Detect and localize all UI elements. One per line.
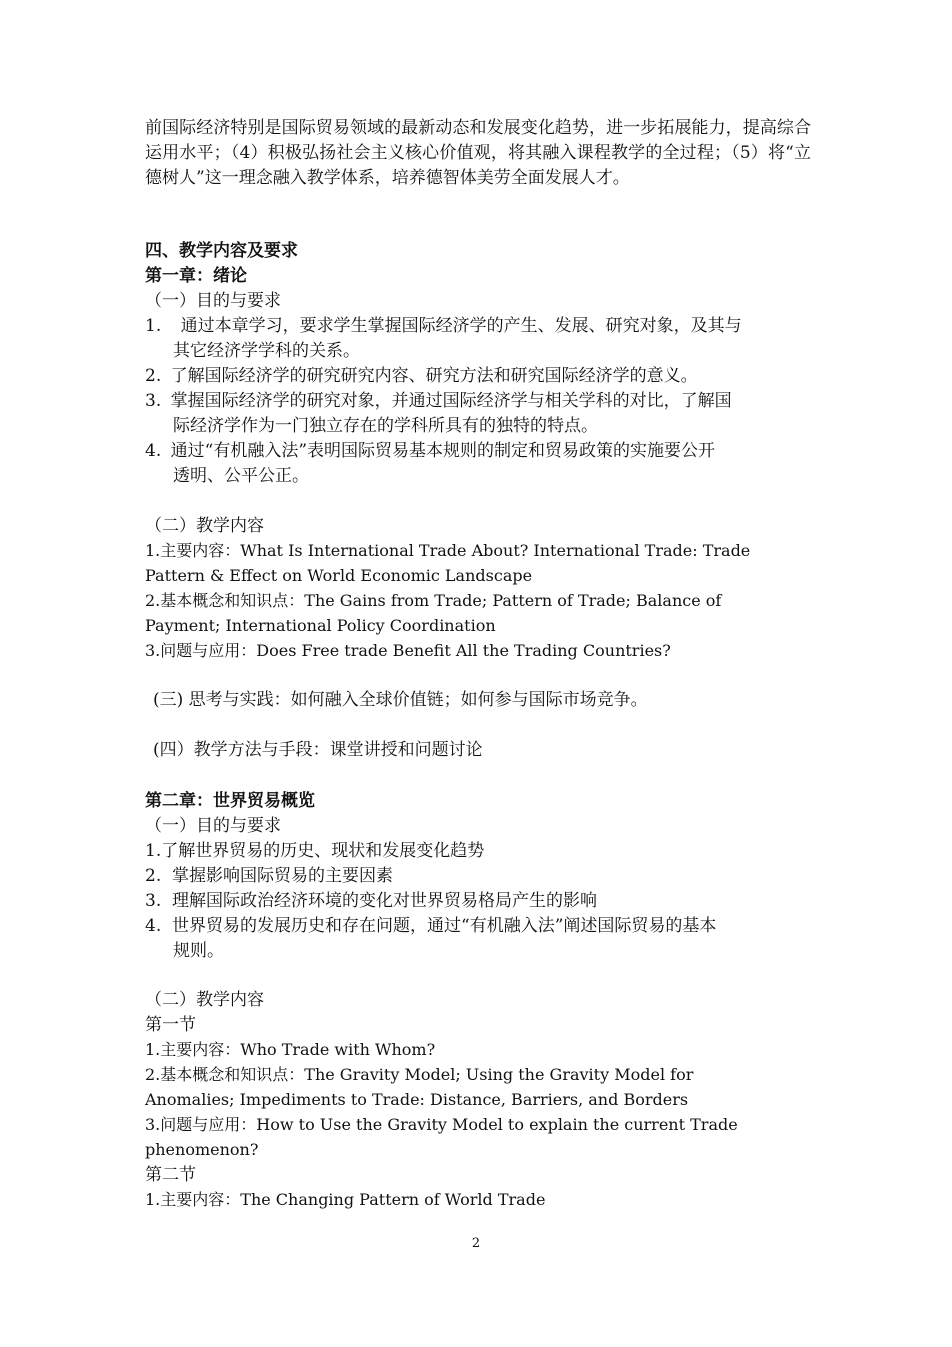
list-item: [145, 364, 698, 388]
list-item: 1.了解世界贸易的历史、现状和发展变化趋势: [145, 841, 485, 861]
content-item-continuation: phenomenon?: [145, 1140, 259, 1159]
list-item-number: 2.: [145, 366, 162, 386]
list-item-number: 1.: [145, 316, 162, 336]
intro-paragraph: [145, 116, 811, 191]
chapter1-objectives-heading: （一）目的与要求: [145, 291, 281, 311]
list-item-continuation: 其它经济学学科的关系。: [173, 341, 360, 361]
list-item: 3. 理解国际政治经济环境的变化对世界贸易格局产生的影响: [145, 891, 598, 911]
list-item-continuation: 际经济学作为一门独立存在的学科所具有的独特的特点。: [173, 416, 598, 436]
content-item-continuation: Payment; International Policy Coordination: [145, 616, 496, 635]
list-item: [145, 314, 742, 338]
list-item-text: 掌握国际经济学的研究对象，并通过国际经济学与相关学科的对比，了解国: [170, 391, 732, 411]
list-item-text: 通过本章学习，要求学生掌握国际经济学的产生、发展、研究对象，及其与: [180, 316, 742, 336]
chapter2-title: 第二章：世界贸易概览: [145, 791, 315, 811]
content-item: 1.主要内容：Who Trade with Whom?: [145, 1040, 436, 1059]
section-heading: 四、教学内容及要求: [145, 241, 298, 261]
list-item-text: 通过“有机融入法”表明国际贸易基本规则的制定和贸易政策的实施要公开: [170, 441, 716, 461]
list-item-number: 4.: [145, 441, 162, 461]
section1-label: 第一节: [145, 1015, 196, 1035]
list-item-number: 3.: [145, 391, 162, 411]
chapter1-title: 第一章：绪论: [145, 266, 247, 286]
list-item: [145, 389, 732, 413]
content-item-continuation: Pattern & Effect on World Economic Landscape: [145, 566, 533, 585]
content-item: 1.主要内容：What Is International Trade About? International Trade: Trade: [145, 541, 751, 560]
list-item-continuation: 规则。: [173, 941, 224, 961]
chapter1-practice: (三) 思考与实践：如何融入全球价值链；如何参与国际市场竞争。: [153, 690, 648, 710]
chapter2-content-heading: （二）教学内容: [145, 990, 264, 1010]
content-item: 3.问题与应用：Does Free trade Benefit All the Trading Countries?: [145, 641, 671, 660]
content-item: 2.基本概念和知识点：The Gains from Trade; Pattern of Trade; Balance of: [145, 591, 722, 610]
chapter1-content-heading: （二）教学内容: [145, 516, 264, 536]
chapter1-methods: (四）教学方法与手段：课堂讲授和问题讨论: [153, 740, 483, 760]
content-item: 3.问题与应用：How to Use the Gravity Model to explain the current Trade: [145, 1115, 738, 1134]
content-item: 2.基本概念和知识点：The Gravity Model; Using the Gravity Model for: [145, 1065, 694, 1084]
list-item: [145, 439, 715, 463]
content-item: 1.主要内容：The Changing Pattern of World Trade: [145, 1190, 546, 1209]
intro-text: 前国际经济特别是国际贸易领域的最新动态和发展变化趋势，进一步拓展能力，提高综合运用水平；（4）积极弘扬社会主义核心价值观，将其融入课程教学的全过程；（5）将“立德树人”这一理念融入教学体系，培养德智体美劳全面发展人才。: [145, 118, 811, 188]
page-number: 2: [471, 1236, 481, 1251]
list-item: 2. 掌握影响国际贸易的主要因素: [145, 866, 394, 886]
content-item-continuation: Anomalies; Impediments to Trade: Distance, Barriers, and Borders: [145, 1090, 689, 1109]
list-item: 4. 世界贸易的发展历史和存在问题，通过“有机融入法”阐述国际贸易的基本: [145, 916, 717, 936]
list-item-text: 了解国际经济学的研究研究内容、研究方法和研究国际经济学的意义。: [170, 366, 698, 386]
list-item-continuation: 透明、公平公正。: [173, 466, 309, 486]
chapter2-objectives-heading: （一）目的与要求: [145, 816, 281, 836]
section2-label: 第二节: [145, 1165, 196, 1185]
